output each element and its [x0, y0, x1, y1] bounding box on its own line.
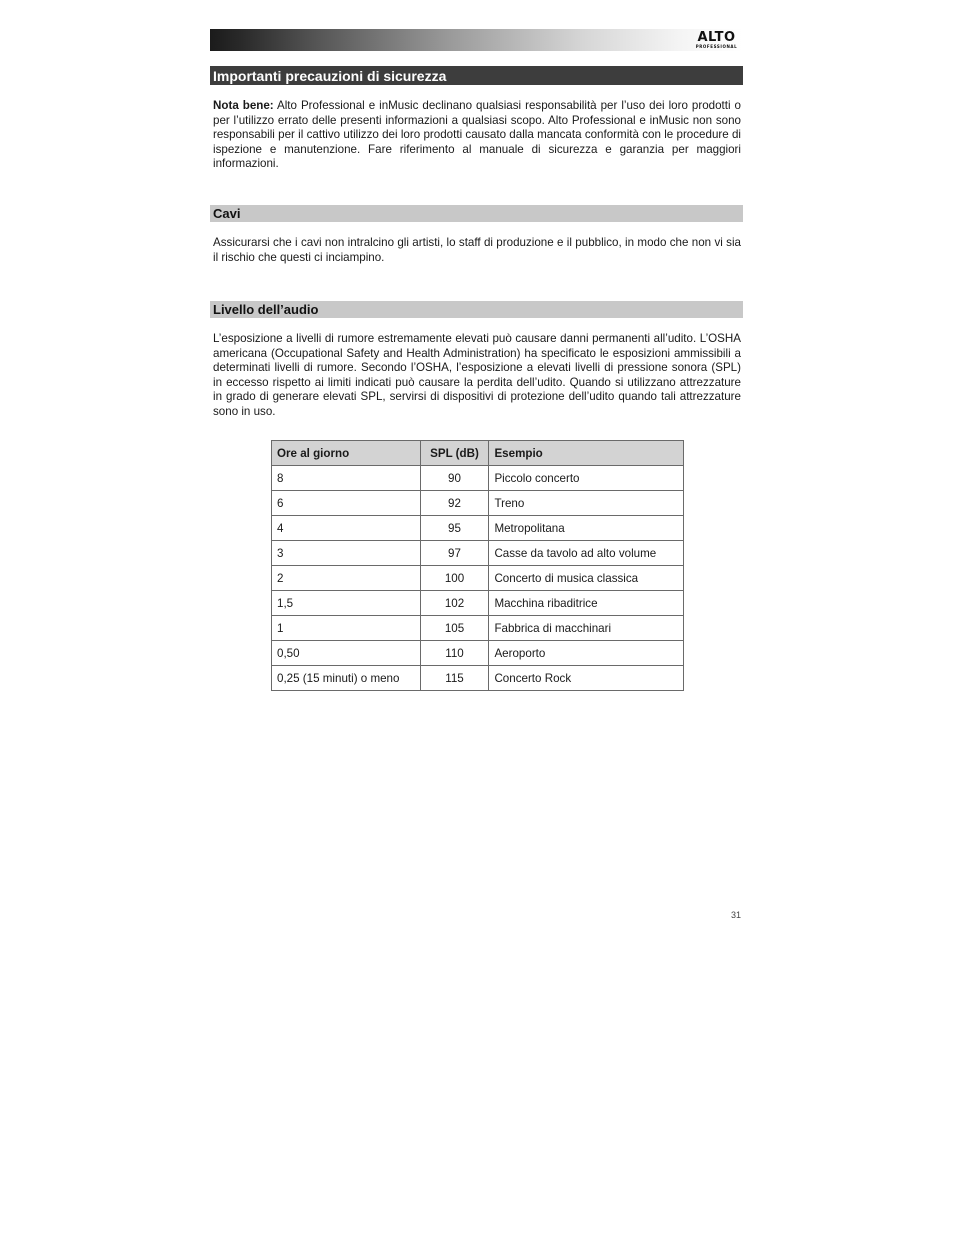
cell-hours: 3: [272, 541, 421, 566]
spl-exposure-table: [271, 440, 684, 691]
table-row: [272, 616, 684, 641]
cell-example: Concerto Rock: [489, 666, 684, 691]
logo-wordmark: ALTO: [697, 30, 736, 45]
cell-hours: 4: [272, 516, 421, 541]
cell-hours: 1: [272, 616, 421, 641]
table-row: [272, 591, 684, 616]
audio-level-paragraph: L’esposizione a livelli di rumore estremamente elevati può causare danni permanenti all’udito. L’OSHA americana (Occupational Safety and Health Administration) ha specificato le esposizioni ammissibili a determinati livelli di rumore. Secondo l’OSHA, l’esposizione a elevati livelli di pressione sonora (SPL) in eccesso rispetto ai limiti indicati può causare la perdita dell’udito. Quando si utilizzano attrezzature in grado di generare elevati SPL, servirsi di dispositivi di protezione dell’udito quando tali attrezzature sono in uso.: [213, 332, 741, 418]
table-row: [272, 666, 684, 691]
cell-spl: 100: [420, 566, 489, 591]
cell-example: Macchina ribaditrice: [489, 591, 684, 616]
cell-spl: 95: [420, 516, 489, 541]
table-row: [272, 491, 684, 516]
cell-example: Aeroporto: [489, 641, 684, 666]
cell-example: Metropolitana: [489, 516, 684, 541]
table-row: [272, 641, 684, 666]
header-example: Esempio: [489, 441, 684, 466]
cell-hours: 6: [272, 491, 421, 516]
cables-paragraph: Assicurarsi che i cavi non intralcino gli artisti, lo staff di produzione e il pubblico, in modo che non vi sia il rischio che questi ci inciampino.: [213, 236, 741, 264]
cell-example: Treno: [489, 491, 684, 516]
cell-example: Piccolo concerto: [489, 466, 684, 491]
logo-subtitle: PROFESSIONAL: [695, 44, 738, 49]
alto-logo: [690, 31, 743, 49]
cell-spl: 110: [420, 641, 489, 666]
cell-hours: 0,50: [272, 641, 421, 666]
cell-hours: 2: [272, 566, 421, 591]
cell-spl: 97: [420, 541, 489, 566]
cell-example: Fabbrica di macchinari: [489, 616, 684, 641]
section-title-safety: Importanti precauzioni di sicurezza: [210, 66, 743, 85]
cell-example: Casse da tavolo ad alto volume: [489, 541, 684, 566]
safety-note-paragraph: [213, 99, 741, 172]
table-row: [272, 566, 684, 591]
cell-hours: 1,5: [272, 591, 421, 616]
header-hours: Ore al giorno: [272, 441, 421, 466]
cell-spl: 92: [420, 491, 489, 516]
note-text: Alto Professional e inMusic declinano qualsiasi responsabilità per l’uso dei loro prodotti o per l’utilizzo errato delle presenti informazioni a qualsiasi scopo. Alto Professional e inMusic non sono responsabili per il cattivo utilizzo dei loro prodotti causato dalla mancata conformità con le procedure di ispezione e manutenzione. Fare riferimento al manuale di sicurezza e garanzia per maggiori informazioni.: [213, 99, 741, 171]
table-header-row: [272, 441, 684, 466]
cell-example: Concerto di musica classica: [489, 566, 684, 591]
table-row: [272, 466, 684, 491]
page-number: 31: [730, 910, 741, 920]
table-row: [272, 541, 684, 566]
cell-hours: 0,25 (15 minuti) o meno: [272, 666, 421, 691]
section-title-cables: Cavi: [210, 205, 743, 222]
cell-spl: 115: [420, 666, 489, 691]
cell-spl: 105: [420, 616, 489, 641]
cell-spl: 102: [420, 591, 489, 616]
table-row: [272, 516, 684, 541]
header-gradient-bar: [210, 29, 743, 51]
cell-hours: 8: [272, 466, 421, 491]
header-spl: SPL (dB): [420, 441, 489, 466]
section-title-audio-level: Livello dell’audio: [210, 301, 743, 318]
cell-spl: 90: [420, 466, 489, 491]
note-label: Nota bene:: [213, 99, 274, 112]
